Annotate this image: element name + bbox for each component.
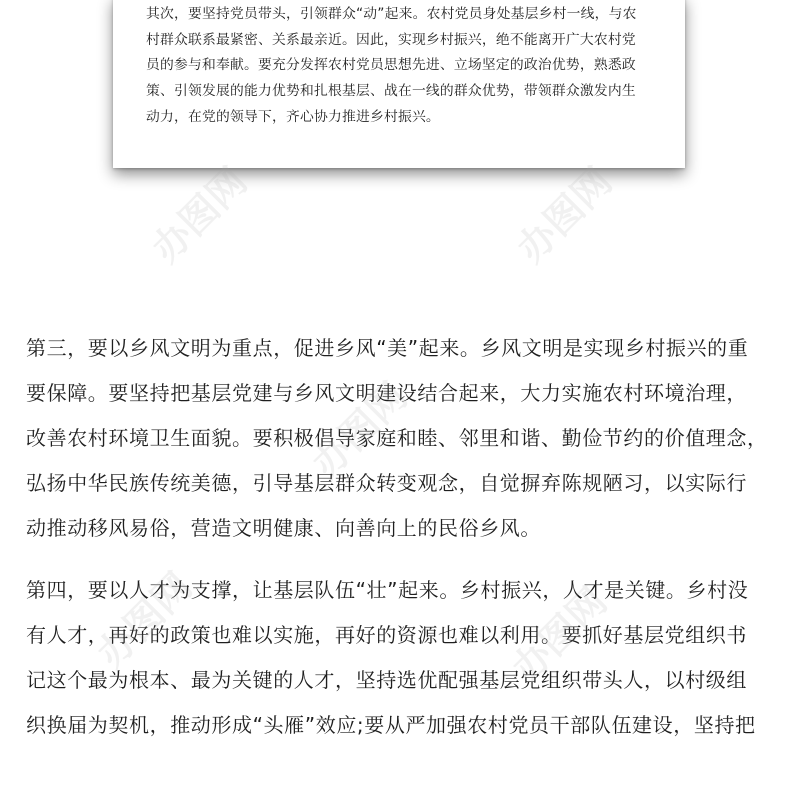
body-line: 有人才，再好的政策也难以实施，再好的资源也难以利用。要抓好基层党组织书 [26,623,747,647]
watermark-logo: 办图网 [503,579,616,691]
card-line: 其次，要坚持党员带头，引领群众“动”起来。农村党员身处基层乡村一线，与农 [146,6,637,22]
body-line: 动推动移风易俗，营造文明健康、向善向上的民俗乡风。 [26,516,541,540]
paragraph-gap [26,551,786,568]
body-line: 第四，要以人才为支撑，让基层队伍“壮”起来。乡村振兴，人才是关键。乡村没 [26,578,749,602]
body-line: 织换届为契机，推动形成“头雁”效应;要从严加强农村党员干部队伍建设，坚持把 [26,713,756,737]
paragraph-third [26,326,786,551]
body-line: 第三，要以乡风文明为重点，促进乡风“美”起来。乡风文明是实现乡村振兴的重 [26,336,749,360]
card-line: 员的参与和奉献。要充分发挥农村党员思想先进、立场坚定的政治优势，熟悉政 [146,57,636,74]
document-body [26,326,786,748]
body-line: 记这个最为根本、最为关键的人才，坚持选优配强基层党组织带头人，以村级组 [26,668,747,692]
watermark-logo: 办图网 [303,374,416,486]
watermark-logo: 办图网 [508,159,621,271]
card-line: 策、引领发展的能力优势和扎根基层、战在一线的群众优势，带领群众激发内生 [146,83,636,100]
document-preview-card [113,0,685,168]
card-line: 动力，在党的领导下，齐心协力推进乡村振兴。 [146,108,440,125]
card-line: 村群众联系最紧密、关系最亲近。因此，实现乡村振兴，绝不能离开广大农村党 [146,31,636,48]
body-line: 改善农村环境卫生面貌。要积极倡导家庭和睦、邻里和谐、勤俭节约的价值理念， [26,426,768,450]
body-line: 弘扬中华民族传统美德，引导基层群众转变观念，自觉摒弃陈规陋习，以实际行 [26,471,747,495]
paragraph-fourth [26,568,786,748]
body-line: 要保障。要坚持把基层党建与乡风文明建设结合起来，大力实施农村环境治理， [26,381,747,405]
watermark-logo: 办图网 [143,159,256,271]
watermark-logo: 办图网 [88,564,201,676]
card-paragraph [146,2,656,131]
